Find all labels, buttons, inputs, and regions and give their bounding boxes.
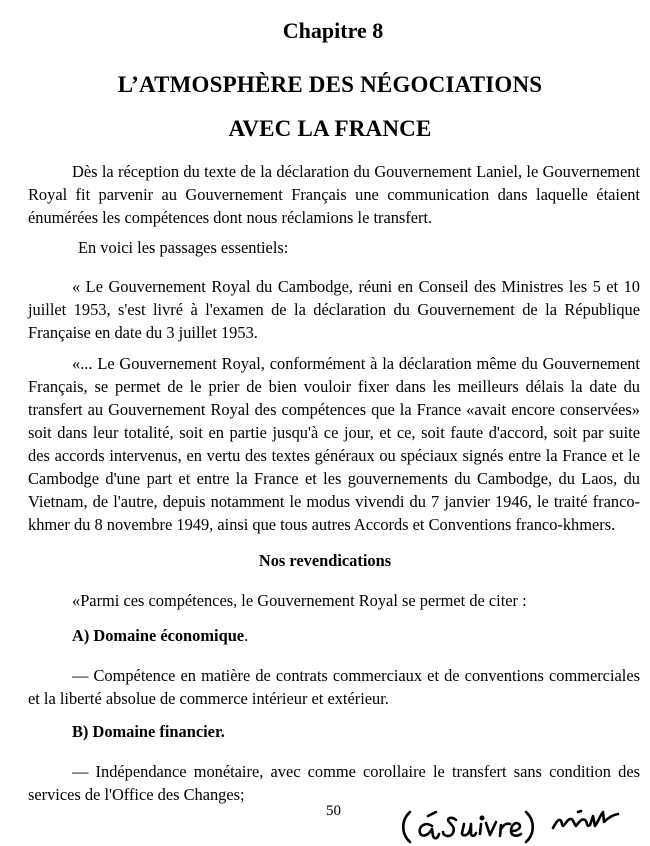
chapter-title-line-2: AVEC LA FRANCE: [228, 116, 432, 141]
page-number: 50: [326, 803, 341, 819]
paragraph-monetaire: — Indépendance monétaire, avec comme corollaire le transfert sans condition des services de l'Office des Changes;: [28, 762, 640, 804]
section-heading-revendications: Nos revendications: [258, 551, 392, 570]
domain-heading-financier: B) Domaine financier.: [72, 722, 225, 741]
handwritten-note: [398, 800, 638, 846]
paragraph-competences-intro: «Parmi ces compétences, le Gouvernement Royal se permet de citer :: [72, 591, 527, 610]
paragraph-quote-transfert: «... Le Gouvernement Royal, conformément à la déclaration même du Gouvernement Français, se permet de le prier de bien vouloir fixer dans les meilleurs délais la date du transfert au Gouvernement Royal des compétences que la France «avait encore conservées» soit dans leur totalité, soit en partie jusqu'à ce jour, et ce, soit faute d'accord, soit par suite des accords intervenus, en vertu des textes généraux ou spéciaux signés entre la France et le Cambodge d'une part et entre la France et les gouvernements du Cambodge, du Laos, du Vietnam, de l'autre, depuis notamment le modus vivendi du 7 janvier 1946, le traité franco-khmer du 8 novembre 1949, ainsi que tous autres Accords et Conventions franco-khmers.: [28, 354, 640, 534]
domain-a-label: A) Domaine économique: [72, 626, 245, 645]
paragraph-intro: Dès la réception du texte de la déclaration du Gouvernement Laniel, le Gouvernement Royal fit parvenir au Gouvernement Français une communication dans laquelle étaient énumérées les compétences dont nous réclamions le transfert.: [28, 162, 640, 227]
paragraph-essential-passages: En voici les passages essentiels:: [78, 238, 289, 257]
paragraph-commerce: — Compétence en matière de contrats commerciaux et de conventions commerciales et la liberté absolue de commerce intérieur et extérieur.: [28, 666, 640, 708]
chapter-title-line-1: L’ATMOSPHÈRE DES NÉGOCIATIONS: [117, 72, 543, 97]
paragraph-quote-conseil: « Le Gouvernement Royal du Cambodge, réuni en Conseil des Ministres les 5 et 10 juillet 1953, s'est livré à l'examen de la déclaration du Gouvernement de la République Française en date du 3 juillet 1953.: [28, 277, 640, 342]
domain-heading-economique: [72, 626, 248, 646]
domain-a-period: .: [244, 626, 249, 645]
chapter-number: Chapitre 8: [282, 18, 384, 43]
